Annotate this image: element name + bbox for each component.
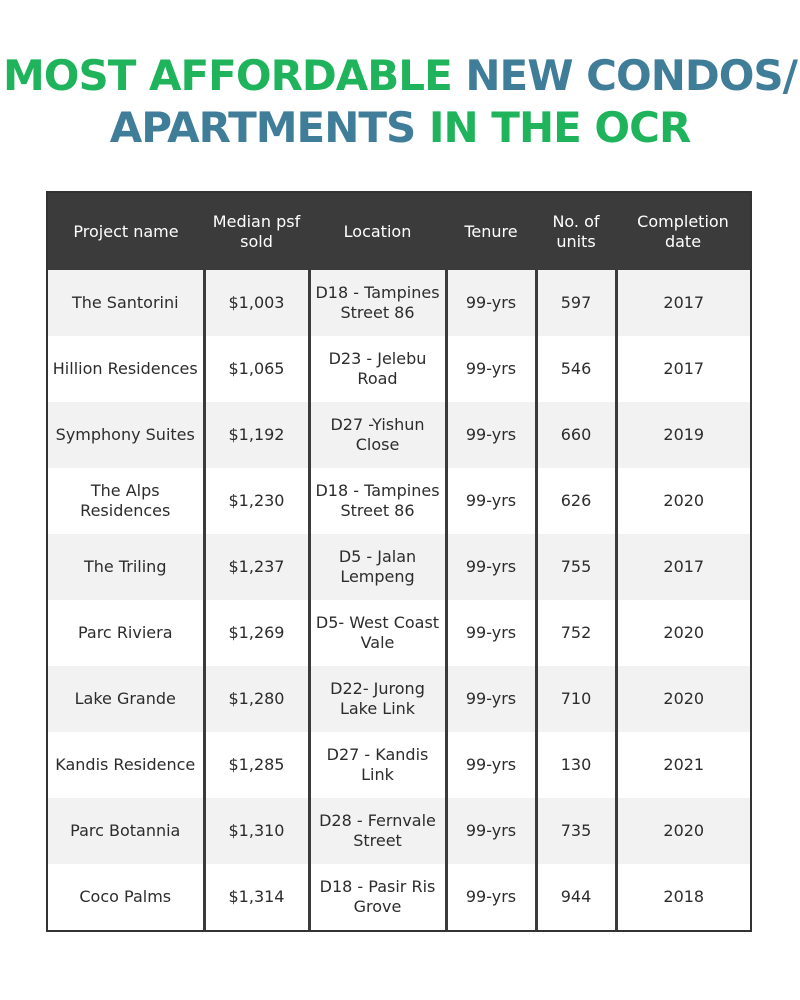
title-highlight: MOST AFFORDABLE [2,51,452,100]
cell-units: 710 [536,666,616,732]
cell-median-psf: $1,310 [204,798,309,864]
cell-median-psf: $1,285 [204,732,309,798]
cell-median-psf: $1,192 [204,402,309,468]
header-completion: Completion date [616,193,750,270]
header-median-psf: Median psf sold [204,193,309,270]
cell-completion: 2020 [616,600,750,666]
header-project-name: Project name [48,193,204,270]
cell-location: D27 -Yishun Close [309,402,446,468]
cell-units: 735 [536,798,616,864]
cell-location: D27 - Kandis Link [309,732,446,798]
cell-tenure: 99-yrs [446,600,536,666]
cell-project-name: The Triling [48,534,204,600]
cell-project-name: Lake Grande [48,666,204,732]
table-row [48,336,750,402]
cell-location: D23 - Jelebu Road [309,336,446,402]
cell-project-name: Parc Botannia [48,798,204,864]
cell-units: 597 [536,270,616,336]
cell-units: 755 [536,534,616,600]
cell-completion: 2020 [616,666,750,732]
cell-units: 944 [536,864,616,930]
cell-completion: 2020 [616,468,750,534]
table-header-row [48,193,750,270]
cell-location: D5- West Coast Vale [309,600,446,666]
cell-median-psf: $1,230 [204,468,309,534]
title-line-1 [0,50,800,102]
table-row [48,468,750,534]
table-row [48,270,750,336]
cell-tenure: 99-yrs [446,402,536,468]
cell-completion: 2020 [616,798,750,864]
table-row [48,600,750,666]
cell-median-psf: $1,269 [204,600,309,666]
cell-project-name: The Alps Residences [48,468,204,534]
title-highlight: IN THE OCR [428,103,691,152]
cell-median-psf: $1,237 [204,534,309,600]
table-row [48,534,750,600]
cell-tenure: 99-yrs [446,666,536,732]
cell-tenure: 99-yrs [446,864,536,930]
header-tenure: Tenure [446,193,536,270]
cell-tenure: 99-yrs [446,468,536,534]
cell-median-psf: $1,280 [204,666,309,732]
cell-project-name: Hillion Residences [48,336,204,402]
cell-completion: 2018 [616,864,750,930]
title-text: APARTMENTS [109,103,416,152]
cell-tenure: 99-yrs [446,732,536,798]
cell-project-name: Kandis Residence [48,732,204,798]
cell-completion: 2021 [616,732,750,798]
page-title [0,50,800,154]
cell-location: D22- Jurong Lake Link [309,666,446,732]
table-row [48,732,750,798]
cell-units: 752 [536,600,616,666]
header-units: No. of units [536,193,616,270]
cell-project-name: Coco Palms [48,864,204,930]
cell-completion: 2017 [616,534,750,600]
cell-project-name: Parc Riviera [48,600,204,666]
cell-completion: 2019 [616,402,750,468]
cell-tenure: 99-yrs [446,270,536,336]
cell-units: 130 [536,732,616,798]
cell-location: D5 - Jalan Lempeng [309,534,446,600]
title-line-2 [0,102,800,154]
table-row [48,402,750,468]
cell-tenure: 99-yrs [446,336,536,402]
condo-table [46,191,752,932]
cell-units: 660 [536,402,616,468]
cell-tenure: 99-yrs [446,534,536,600]
cell-median-psf: $1,065 [204,336,309,402]
table-row [48,666,750,732]
header-location: Location [309,193,446,270]
title-text: NEW CONDOS/ [465,51,798,100]
cell-units: 626 [536,468,616,534]
cell-median-psf: $1,003 [204,270,309,336]
cell-completion: 2017 [616,336,750,402]
cell-median-psf: $1,314 [204,864,309,930]
cell-units: 546 [536,336,616,402]
cell-location: D28 - Fernvale Street [309,798,446,864]
table-row [48,864,750,930]
table-row [48,798,750,864]
cell-location: D18 - Tampines Street 86 [309,468,446,534]
cell-completion: 2017 [616,270,750,336]
cell-location: D18 - Tampines Street 86 [309,270,446,336]
cell-project-name: The Santorini [48,270,204,336]
cell-tenure: 99-yrs [446,798,536,864]
cell-project-name: Symphony Suites [48,402,204,468]
cell-location: D18 - Pasir Ris Grove [309,864,446,930]
